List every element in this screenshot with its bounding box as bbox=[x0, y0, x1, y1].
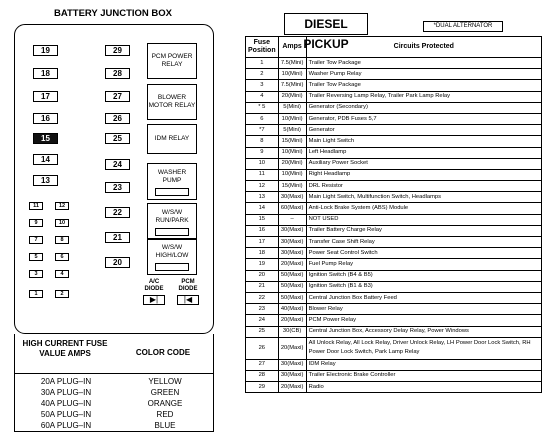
fuse-16: 16 bbox=[33, 113, 58, 124]
table-row bbox=[246, 214, 542, 225]
fuse-17: 17 bbox=[33, 91, 58, 102]
fuse-position-cell: 8 bbox=[246, 136, 279, 147]
amps-cell: 20(Maxi) bbox=[278, 337, 306, 359]
amps-cell: 50(Maxi) bbox=[278, 281, 306, 292]
amp-row bbox=[15, 420, 213, 431]
circuit-cell: Left Headlamp bbox=[306, 147, 541, 158]
table-row bbox=[246, 80, 542, 91]
wsw-run-park-relay bbox=[147, 203, 197, 240]
circuit-cell: Trailer Reversing Lamp Relay, Trailer Park Lamp Relay bbox=[306, 91, 541, 102]
wsw-high-low-label: W/S/W HIGH/LOW bbox=[155, 244, 189, 259]
pcm-power-relay-label: PCM POWER RELAY bbox=[151, 53, 193, 68]
amps-cell: 10(Mini) bbox=[278, 69, 306, 80]
fuse-position-cell: 29 bbox=[246, 382, 279, 393]
fuse-position-cell: 6 bbox=[246, 113, 279, 124]
circuit-cell: NOT USED bbox=[306, 214, 541, 225]
dual-alternator-note: *DUAL ALTERNATOR bbox=[423, 21, 503, 32]
fuse-2: 2 bbox=[55, 290, 69, 298]
fuse-position-cell: 20 bbox=[246, 270, 279, 281]
table-row bbox=[246, 292, 542, 303]
fuse-position-cell: 11 bbox=[246, 169, 279, 180]
fuse-position-cell: 18 bbox=[246, 248, 279, 259]
fuse-13: 13 bbox=[33, 175, 58, 186]
amps-cell: – bbox=[278, 214, 306, 225]
circuit-table-header bbox=[246, 37, 542, 58]
color-value: GREEN bbox=[150, 388, 180, 397]
amps-cell: 20(Maxi) bbox=[278, 382, 306, 393]
fuse-position-cell: * 5 bbox=[246, 102, 279, 113]
fuse-position-cell: 3 bbox=[246, 80, 279, 91]
circuit-cell: Trailer Tow Package bbox=[306, 58, 541, 69]
fuse-25: 25 bbox=[105, 133, 130, 144]
fuse-position-cell: 16 bbox=[246, 225, 279, 236]
circuit-cell: Ignition Switch (B4 & B5) bbox=[306, 270, 541, 281]
table-row bbox=[246, 326, 542, 337]
fuse-position-cell: 10 bbox=[246, 158, 279, 169]
fuse-10: 10 bbox=[55, 219, 69, 227]
circuit-table bbox=[245, 36, 542, 393]
fuse-23: 23 bbox=[105, 182, 130, 193]
circuit-cell: Central Junction Box, Accessory Delay Relay, Power Windows bbox=[306, 326, 541, 337]
fuse-position-cell: 2 bbox=[246, 69, 279, 80]
fuse-12: 12 bbox=[55, 202, 69, 210]
amp-row bbox=[15, 376, 213, 387]
circuit-cell: Ignition Switch (B1 & B3) bbox=[306, 281, 541, 292]
circuit-cell: Right Headlamp bbox=[306, 169, 541, 180]
circuit-cell: Transfer Case Shift Relay bbox=[306, 237, 541, 248]
circuit-cell: Generator, PDB Fuses 5,7 bbox=[306, 113, 541, 124]
circuit-cell: Washer Pump Relay bbox=[306, 69, 541, 80]
amp-value: 50A PLUG–IN bbox=[40, 410, 92, 419]
color-value: YELLOW bbox=[148, 377, 182, 386]
fuse-24: 24 bbox=[105, 159, 130, 170]
header-amps: Amps bbox=[278, 37, 306, 58]
washer-pump-label: WASHER PUMP bbox=[157, 169, 187, 184]
fuse-position-cell: 25 bbox=[246, 326, 279, 337]
amps-cell: 20(Mini) bbox=[278, 158, 306, 169]
fuse-position-cell: 14 bbox=[246, 203, 279, 214]
ac-diode-symbol: ▶| bbox=[143, 295, 165, 305]
table-row bbox=[246, 102, 542, 113]
circuit-cell: All Unlock Relay, All Lock Relay, Driver Unlock Relay, LH Power Door Lock Switch, RH Power Door Lock Switch, Park Lamp Relay bbox=[306, 337, 541, 359]
amps-cell: 15(Mini) bbox=[278, 136, 306, 147]
circuit-cell: Main Light Switch bbox=[306, 136, 541, 147]
junction-box-diagram bbox=[14, 24, 214, 334]
color-value: RED bbox=[156, 410, 174, 419]
wsw-run-park-label: W/S/W RUN/PARK bbox=[155, 209, 189, 224]
amps-cell: 20(Maxi) bbox=[278, 259, 306, 270]
circuit-cell: PCM Power Relay bbox=[306, 315, 541, 326]
fuse-29: 29 bbox=[105, 45, 130, 56]
fuse-position-cell: 4 bbox=[246, 91, 279, 102]
fuse-28: 28 bbox=[105, 68, 130, 79]
amp-row bbox=[15, 387, 213, 398]
table-row bbox=[246, 136, 542, 147]
idm-relay-label: IDM RELAY bbox=[154, 135, 190, 142]
table-row bbox=[246, 192, 542, 203]
fuse-position-cell: 23 bbox=[246, 304, 279, 315]
table-row bbox=[246, 91, 542, 102]
table-row bbox=[246, 125, 542, 136]
fuse-9: 9 bbox=[29, 219, 43, 227]
fuse-position-cell: 13 bbox=[246, 192, 279, 203]
fuse-position-cell: 15 bbox=[246, 214, 279, 225]
fuse-position-cell: 1 bbox=[246, 58, 279, 69]
fuse-7: 7 bbox=[29, 236, 43, 244]
pcm-power-relay bbox=[147, 43, 197, 79]
amps-cell: 30(Maxi) bbox=[278, 192, 306, 203]
amps-cell: 30(Maxi) bbox=[278, 248, 306, 259]
circuit-cell: Trailer Electronic Brake Controller bbox=[306, 370, 541, 381]
amps-cell: 10(Mini) bbox=[278, 113, 306, 124]
circuit-table-body bbox=[246, 58, 542, 393]
amps-cell: 7.5(Mini) bbox=[278, 58, 306, 69]
table-row bbox=[246, 147, 542, 158]
table-row bbox=[246, 259, 542, 270]
circuit-cell: IDM Relay bbox=[306, 359, 541, 370]
amps-cell: 30(Maxi) bbox=[278, 225, 306, 236]
pcm-diode-label: PCM DIODE bbox=[178, 279, 198, 292]
color-value: BLUE bbox=[154, 421, 176, 430]
amps-cell: 30(Maxi) bbox=[278, 237, 306, 248]
fuse-position-cell: 21 bbox=[246, 281, 279, 292]
amp-value: 60A PLUG–IN bbox=[40, 421, 92, 430]
wsw-high-low-slot bbox=[155, 263, 189, 271]
amps-cell: 5(Mini) bbox=[278, 125, 306, 136]
amps-cell: 40(Maxi) bbox=[278, 304, 306, 315]
pcm-diode-symbol: |◀ bbox=[177, 295, 199, 305]
table-row bbox=[246, 69, 542, 80]
header-fuse-value-amps: HIGH CURRENT FUSE VALUE AMPS bbox=[22, 339, 108, 358]
amps-cell: 50(Maxi) bbox=[278, 292, 306, 303]
washer-pump-relay bbox=[147, 163, 197, 200]
amps-cell: 15(Mini) bbox=[278, 181, 306, 192]
circuit-cell: Radio bbox=[306, 382, 541, 393]
fuse-position-cell: 27 bbox=[246, 359, 279, 370]
fuse-5: 5 bbox=[29, 253, 43, 261]
fuse-position-cell: 17 bbox=[246, 237, 279, 248]
fuse-8: 8 bbox=[55, 236, 69, 244]
idm-relay bbox=[147, 124, 197, 154]
fuse-27: 27 bbox=[105, 91, 130, 102]
fuse-position-cell: 24 bbox=[246, 315, 279, 326]
table-row bbox=[246, 315, 542, 326]
table-row bbox=[246, 225, 542, 236]
amp-row bbox=[15, 398, 213, 409]
table-row bbox=[246, 237, 542, 248]
fuse-19: 19 bbox=[33, 45, 58, 56]
circuit-cell: Generator bbox=[306, 125, 541, 136]
amps-cell: 30(CB) bbox=[278, 326, 306, 337]
fuse-4: 4 bbox=[55, 270, 69, 278]
fuse-position-cell: *7 bbox=[246, 125, 279, 136]
header-circuits-protected: Circuits Protected bbox=[306, 37, 541, 58]
amps-cell: 5(Mini) bbox=[278, 102, 306, 113]
header-color-code: COLOR CODE bbox=[135, 348, 191, 357]
amps-cell: 10(Mini) bbox=[278, 169, 306, 180]
table-row bbox=[246, 382, 542, 393]
fuse-position-cell: 19 bbox=[246, 259, 279, 270]
table-row bbox=[246, 158, 542, 169]
blower-motor-relay-label: BLOWER MOTOR RELAY bbox=[148, 94, 196, 109]
amps-cell: 30(Maxi) bbox=[278, 370, 306, 381]
fuse-20: 20 bbox=[105, 257, 130, 268]
fuse-color-table bbox=[14, 334, 214, 432]
fuse-position-cell: 22 bbox=[246, 292, 279, 303]
table-row bbox=[246, 304, 542, 315]
circuit-cell: Central Junction Box Battery Feed bbox=[306, 292, 541, 303]
fuse-11: 11 bbox=[29, 202, 43, 210]
table-row bbox=[246, 359, 542, 370]
circuit-cell: Main Light Switch, Multifunction Switch, Headlamps bbox=[306, 192, 541, 203]
amps-cell: 10(Mini) bbox=[278, 147, 306, 158]
amps-cell: 50(Maxi) bbox=[278, 270, 306, 281]
amps-cell: 20(Maxi) bbox=[278, 315, 306, 326]
amps-cell: 20(Mini) bbox=[278, 91, 306, 102]
circuit-cell: DRL Resistor bbox=[306, 181, 541, 192]
ac-diode-label: A/C DIODE bbox=[144, 279, 164, 292]
table-row bbox=[246, 248, 542, 259]
table-row bbox=[246, 58, 542, 69]
table-row bbox=[246, 337, 542, 359]
circuit-cell: Trailer Battery Charge Relay bbox=[306, 225, 541, 236]
fuse-6: 6 bbox=[55, 253, 69, 261]
circuit-cell: Auxiliary Power Socket bbox=[306, 158, 541, 169]
fuse-position-cell: 12 bbox=[246, 181, 279, 192]
blower-motor-relay bbox=[147, 84, 197, 120]
washer-pump-slot bbox=[155, 188, 189, 196]
table-row bbox=[246, 113, 542, 124]
table-row bbox=[246, 270, 542, 281]
amps-cell: 60(Maxi) bbox=[278, 203, 306, 214]
fuse-21: 21 bbox=[105, 232, 130, 243]
table-row bbox=[246, 181, 542, 192]
fuse-color-header bbox=[15, 334, 213, 374]
color-value: ORANGE bbox=[147, 399, 183, 408]
circuit-cell: Blower Relay bbox=[306, 304, 541, 315]
circuit-cell: Power Seat Control Switch bbox=[306, 248, 541, 259]
table-row bbox=[246, 169, 542, 180]
table-row bbox=[246, 203, 542, 214]
circuit-cell: Fuel Pump Relay bbox=[306, 259, 541, 270]
circuit-cell: Generator (Secondary) bbox=[306, 102, 541, 113]
amp-row bbox=[15, 409, 213, 420]
wsw-high-low-relay bbox=[147, 238, 197, 275]
fuse-position-cell: 26 bbox=[246, 337, 279, 359]
fuse-22: 22 bbox=[105, 207, 130, 218]
diesel-pickup-title: DIESEL PICKUP bbox=[284, 13, 368, 35]
header-fuse-position: Fuse Position bbox=[246, 37, 279, 58]
fuse-1: 1 bbox=[29, 290, 43, 298]
wsw-run-park-slot bbox=[155, 228, 189, 236]
amp-value: 40A PLUG–IN bbox=[40, 399, 92, 408]
fuse-15: 15 bbox=[33, 133, 58, 144]
fuse-3: 3 bbox=[29, 270, 43, 278]
circuit-cell: Trailer Tow Package bbox=[306, 80, 541, 91]
table-row bbox=[246, 281, 542, 292]
fuse-26: 26 bbox=[105, 113, 130, 124]
amps-cell: 7.5(Mini) bbox=[278, 80, 306, 91]
amp-value: 30A PLUG–IN bbox=[40, 388, 92, 397]
table-row bbox=[246, 370, 542, 381]
amps-cell: 30(Maxi) bbox=[278, 359, 306, 370]
fuse-position-cell: 9 bbox=[246, 147, 279, 158]
fuse-14: 14 bbox=[33, 154, 58, 165]
junction-box-title: BATTERY JUNCTION BOX bbox=[53, 8, 173, 19]
fuse-position-cell: 28 bbox=[246, 370, 279, 381]
amp-value: 20A PLUG–IN bbox=[40, 377, 92, 386]
circuit-cell: Anti-Lock Brake System (ABS) Module bbox=[306, 203, 541, 214]
fuse-18: 18 bbox=[33, 68, 58, 79]
